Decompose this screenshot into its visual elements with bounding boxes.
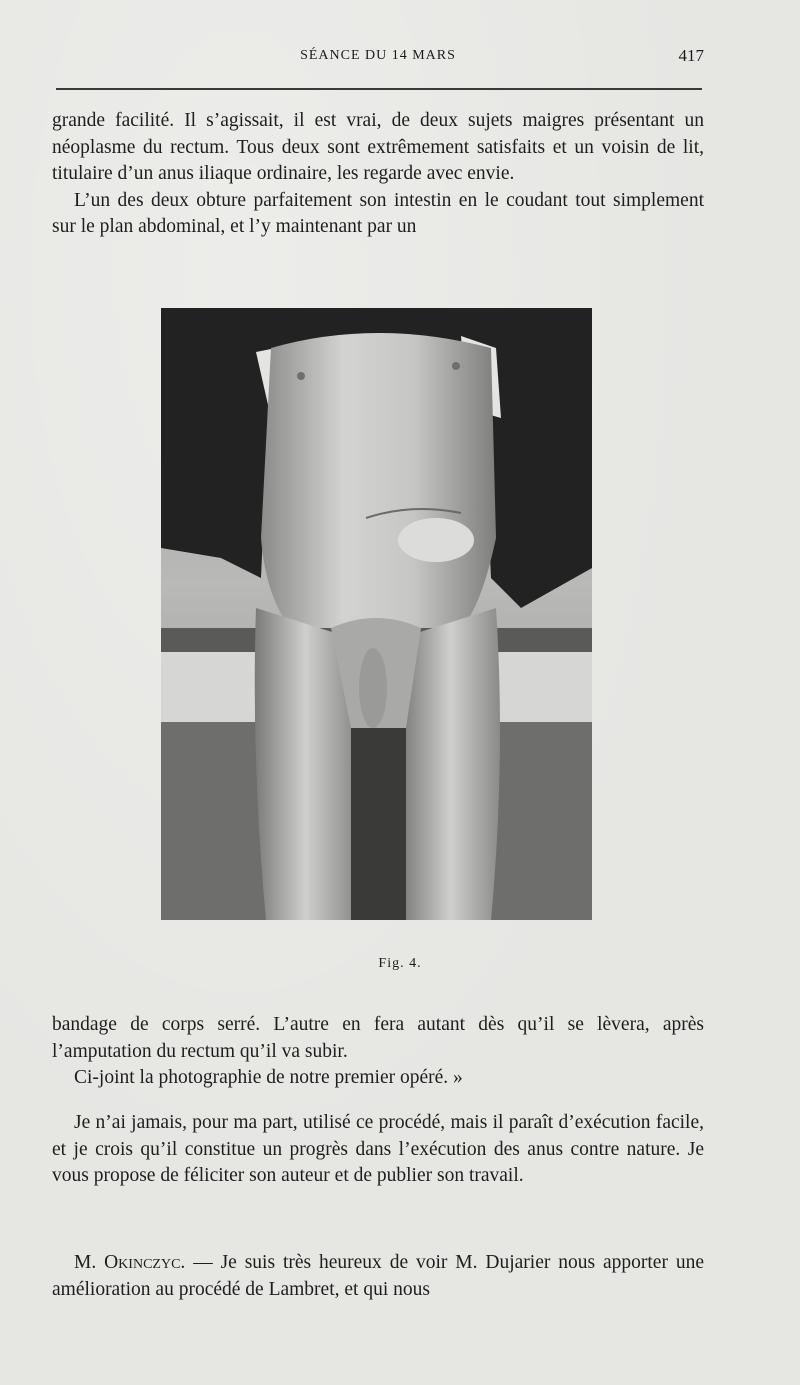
running-title: SÉANCE DU 14 MARS xyxy=(300,48,456,63)
paragraph: grande facilité. Il s’agissait, il est vrai, de deux sujets maigres présentant un néoplasme du rectum. Tous deux sont extrêmement satisfaits et un voisin de lit, titulaire d’un anus iliaque ordinaire, les regarde avec envie. xyxy=(52,110,704,184)
paragraph: bandage de corps serré. L’autre en fera autant dès qu’il se lèvera, après l’amputation du rectum qu’il va subir. xyxy=(52,1014,704,1062)
speaker-text: — Je suis très heureux de voir M. Dujarier nous apporter une amélioration au procédé de Lambret, et qui nous xyxy=(52,1252,704,1300)
page-header xyxy=(52,46,704,70)
paragraph: Ci-joint la photographie de notre premier opéré. » xyxy=(74,1067,463,1088)
header-rule xyxy=(56,88,702,90)
paragraph: Je n’ai jamais, pour ma part, utilisé ce procédé, mais il paraît d’exécution facile, et je crois qu’il constitue un progrès dans l’exécution des anus contre nature. Je vous propose de féliciter son auteur et de publier son travail. xyxy=(52,1112,704,1186)
page-number: 417 xyxy=(678,46,704,65)
body-text-okinczyc xyxy=(52,1250,704,1303)
body-text-top xyxy=(52,108,704,241)
photograph-illustration xyxy=(161,308,592,920)
body-text-continued xyxy=(52,1012,704,1092)
paragraph: L’un des deux obture parfaitement son intestin en le coudant tout simplement sur le plan abdominal, et l’y maintenant par un xyxy=(52,189,704,237)
paragraph xyxy=(52,1250,704,1303)
speaker-name: M. Okinczyc. xyxy=(74,1252,186,1273)
figure-photograph xyxy=(161,308,592,920)
figure-caption: Fig. 4. xyxy=(378,956,422,971)
body-text-review xyxy=(52,1110,704,1190)
